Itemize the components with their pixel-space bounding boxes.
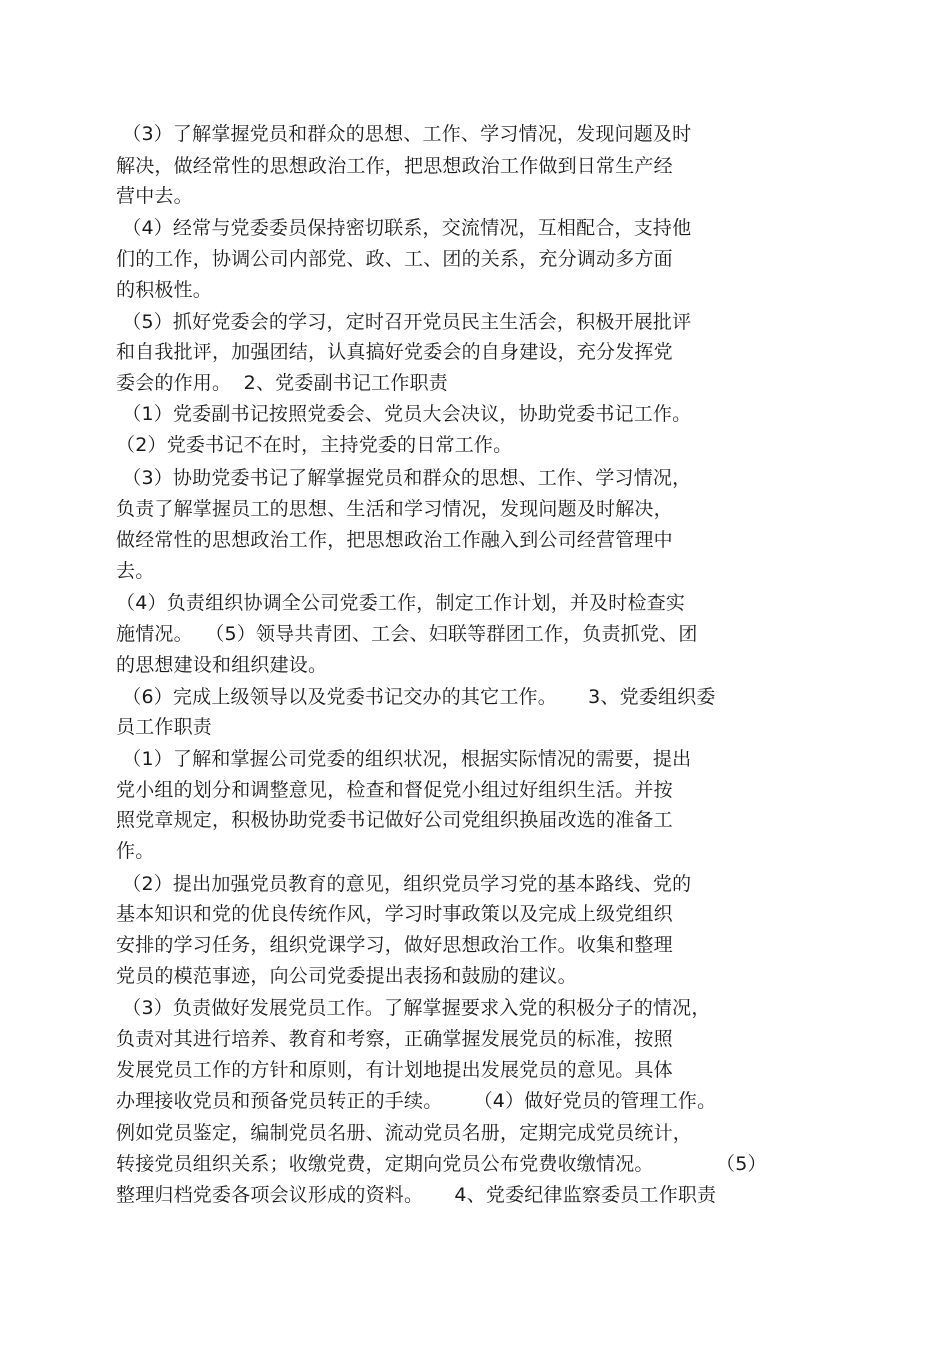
text-line: （4）负责组织协调全公司党委工作，制定工作计划，并及时检查实	[116, 592, 686, 614]
text-line: 整理归档党委各项会议形成的资料。 4、党委纪律监察委员工作职责	[116, 1184, 717, 1206]
text-line: （1）党委副书记按照党委会、党员大会决议，协助党委书记工作。	[116, 403, 692, 425]
text-line: （6）完成上级领导以及党委书记交办的其它工作。 3、党委组织委	[116, 686, 716, 708]
text-line: （3）协助党委书记了解掌握党员和群众的思想、工作、学习情况，	[116, 467, 692, 489]
text-line: 和自我批评，加强团结，认真搞好党委会的自身建设，充分发挥党	[116, 341, 673, 363]
text-line: 委会的作用。 2、党委副书记工作职责	[116, 372, 448, 394]
text-line: （2）党委书记不在时，主持党委的日常工作。	[116, 434, 513, 456]
text-line: 安排的学习任务，组织党课学习，做好思想政治工作。收集和整理	[116, 934, 673, 956]
text-line: （4）经常与党委委员保持密切联系，交流情况，互相配合，支持他	[116, 217, 692, 239]
text-line: 作。	[116, 840, 155, 862]
text-line: （3）负责做好发展党员工作。了解掌握要求入党的积极分子的情况，	[116, 997, 711, 1019]
text-line: （1）了解和掌握公司党委的组织状况，根据实际情况的需要，提出	[116, 748, 692, 770]
text-line: 去。	[116, 560, 155, 582]
text-line: （2）提出加强党员教育的意见，组织党员学习党的基本路线、党的	[116, 873, 692, 895]
text-line: 党小组的划分和调整意见，检查和督促党小组过好组织生活。并按	[116, 779, 673, 801]
text-line: 发展党员工作的方针和原则，有计划地提出发展党员的意见。具体	[116, 1059, 673, 1081]
text-line: 员工作职责	[116, 716, 213, 738]
text-line: 做经常性的思想政治工作，把思想政治工作融入到公司经营管理中	[116, 529, 673, 551]
text-line: 负责对其进行培养、教育和考察，正确掌握发展党员的标准，按照	[116, 1028, 673, 1050]
text-line: 的思想建设和组织建设。	[116, 654, 328, 676]
text-line: 营中去。	[116, 185, 193, 207]
text-line: 们的工作，协调公司内部党、政、工、团的关系，充分调动多方面	[116, 248, 673, 270]
text-line: 的积极性。	[116, 279, 213, 301]
text-line: 党员的模范事迹，向公司党委提出表扬和鼓励的建议。	[116, 965, 577, 987]
text-line: 施情况。 （5）领导共青团、工会、妇联等群团工作，负责抓党、团	[116, 623, 698, 645]
text-line: 照党章规定，积极协助党委书记做好公司党组织换届改选的准备工	[116, 809, 673, 831]
text-line: 转接党员组织关系；收缴党费，定期向党员公布党费收缴情况。 （5）	[116, 1153, 767, 1175]
text-line: （3）了解掌握党员和群众的思想、工作、学习情况，发现问题及时	[116, 123, 692, 145]
text-line: （5）抓好党委会的学习，定时召开党员民主生活会，积极开展批评	[116, 311, 692, 333]
text-line: 负责了解掌握员工的思想、生活和学习情况，发现问题及时解决，	[116, 498, 673, 520]
text-line: 办理接收党员和预备党员转正的手续。 （4）做好党员的管理工作。	[116, 1090, 717, 1112]
text-line: 解决，做经常性的思想政治工作，把思想政治工作做到日常生产经	[116, 155, 673, 177]
text-line: 例如党员鉴定，编制党员名册、流动党员名册，定期完成党员统计，	[116, 1122, 693, 1144]
text-line: 基本知识和党的优良传统作风，学习时事政策以及完成上级党组织	[116, 903, 673, 925]
